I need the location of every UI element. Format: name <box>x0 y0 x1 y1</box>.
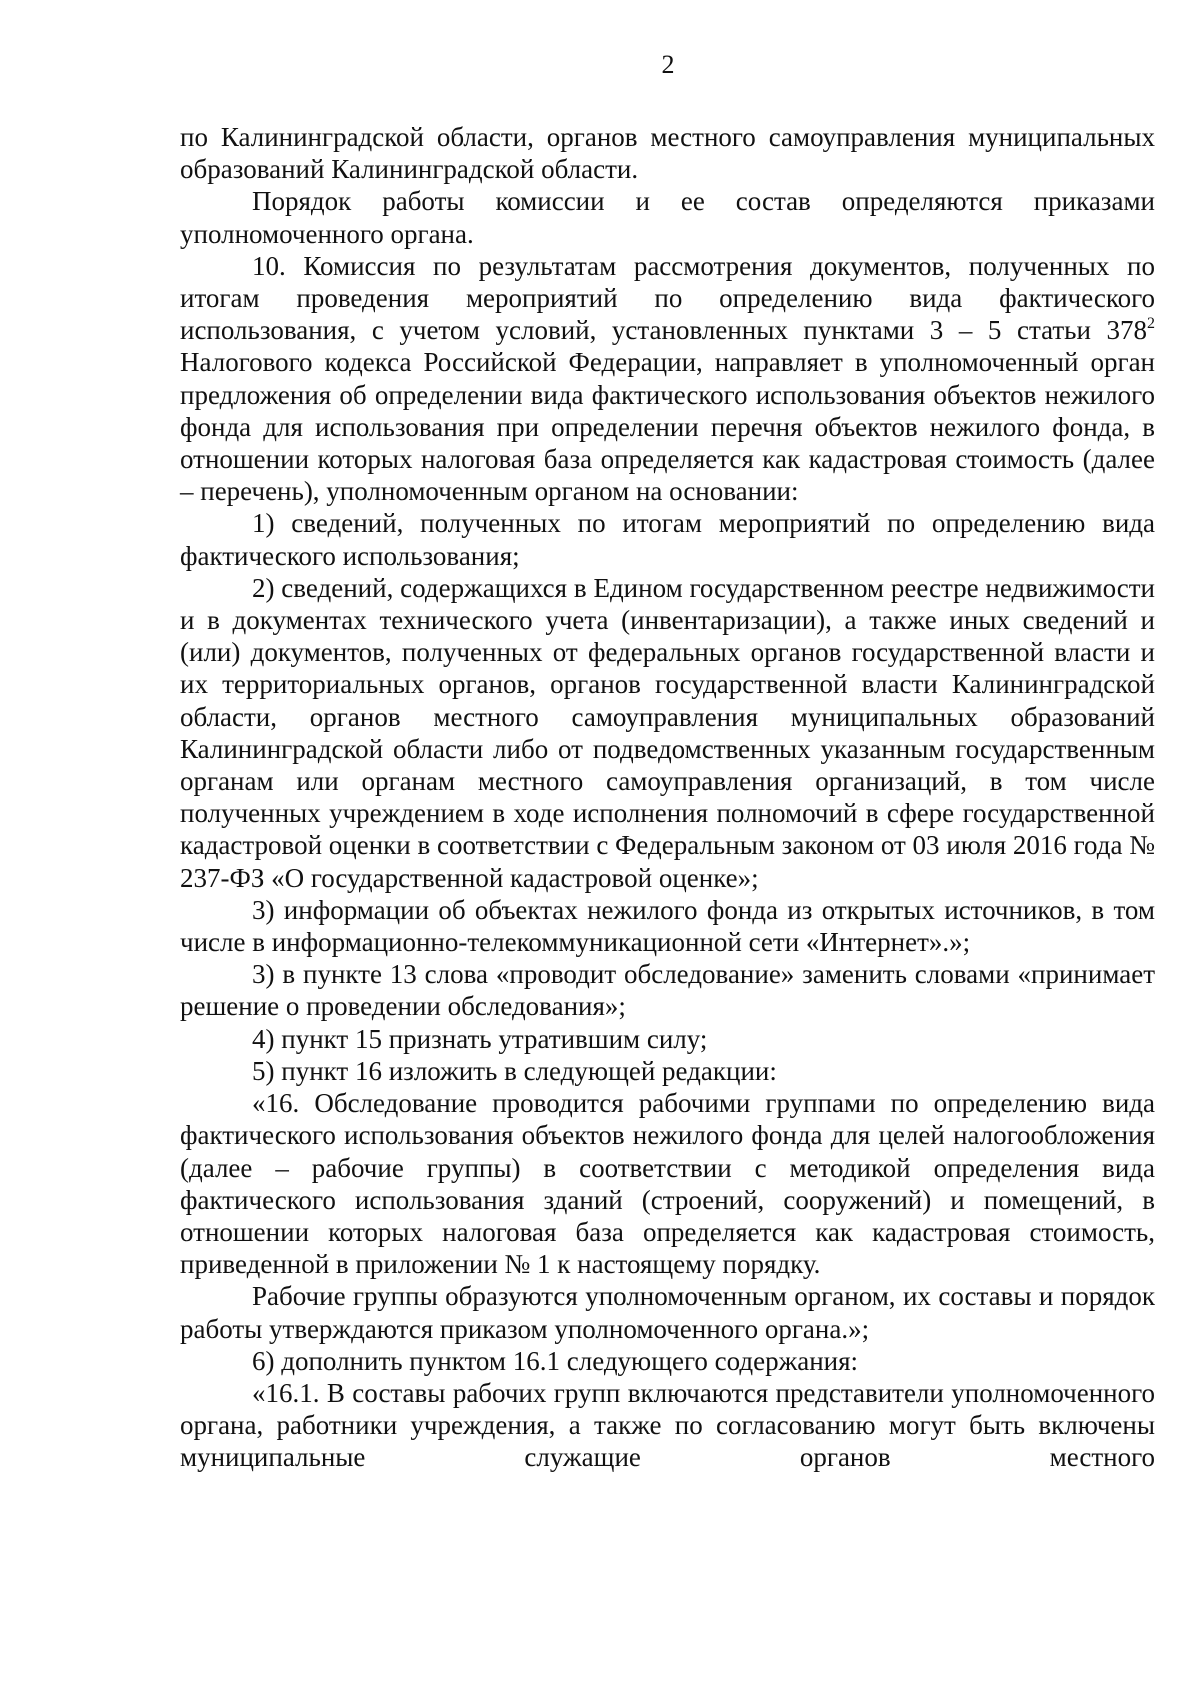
page-number: 2 <box>661 50 675 79</box>
paragraph-3-text: 10. Комиссия по результатам рассмотрения документов, полученных по итогам проведения мероприятий по определению вида фактического использования, с учетом условий, установленных пунктами 3 – 5 статьи 378 <box>180 250 1155 346</box>
document-body <box>180 121 1155 1474</box>
paragraph-13: «16.1. В составы рабочих групп включаются представители уполномоченного органа, работники учреждения, а также по согласованию могут быть включены муниципальные служащие органов местного <box>180 1377 1155 1473</box>
paragraph-11: Рабочие группы образуются уполномоченным органом, их составы и порядок работы утверждаются приказом уполномоченного органа.»; <box>180 1281 1155 1344</box>
paragraph-4: 1) сведений, полученных по итогам мероприятий по определению вида фактического использования; <box>180 508 1155 571</box>
paragraph-3-text-after: Налогового кодекса Российской Федерации, направляет в уполномоченный орган предложения об определении вида фактического использования объектов нежилого фонда для использования при определении перечня объектов нежилого фонда, в отношении которых налоговая база определяется как кадастровая стоимость (далее – перечень), уполномоченным органом на основании: <box>180 347 1155 507</box>
paragraph-12: 6) дополнить пунктом 16.1 следующего содержания: <box>252 1345 859 1376</box>
superscript-2: 2 <box>1147 315 1155 333</box>
paragraph-2: Порядок работы комиссии и ее состав определяются приказами уполномоченного органа. <box>180 186 1155 249</box>
paragraph-6: 3) информации об объектах нежилого фонда из открытых источников, в том числе в информационно-телекоммуникационной сети «Интернет».»; <box>180 894 1155 958</box>
paragraph-9: 5) пункт 16 изложить в следующей редакции: <box>252 1055 777 1086</box>
paragraph-10: «16. Обследование проводится рабочими группами по определению вида фактического использования объектов нежилого фонда для целей налогообложения (далее – рабочие группы) в соответствии с методикой определения вида фактического использования зданий (строений, сооружений) и помещений, в отношении которых налоговая база определяется как кадастровая стоимость, приведенной в приложении № 1 к настоящему порядку. <box>180 1088 1155 1280</box>
paragraph-1: по Калининградской области, органов местного самоуправления муниципальных образований Калининградской области. <box>180 122 1155 185</box>
paragraph-8: 4) пункт 15 признать утратившим силу; <box>252 1023 708 1054</box>
paragraph-7: 3) в пункте 13 слова «проводит обследование» заменить словами «принимает решение о проведении обследования»; <box>180 959 1155 1022</box>
paragraph-3 <box>180 250 1155 508</box>
paragraph-5: 2) сведений, содержащихся в Едином государственном реестре недвижимости и в документах технического учета (инвентаризации), а также иных сведений и (или) документов, полученных от федеральных органов государственной власти и их территориальных органов, органов государственной власти Калининградской области, органов местного самоуправления муниципальных образований Калининградской области либо от подведомственных указанным государственным органам или органам местного самоуправления организаций, в том числе полученных учреждением в ходе исполнения полномочий в сфере государственной кадастровой оценки в соответствии с Федеральным законом от 03 июля 2016 года № 237-ФЗ «О государственной кадастровой оценке»; <box>180 572 1155 893</box>
